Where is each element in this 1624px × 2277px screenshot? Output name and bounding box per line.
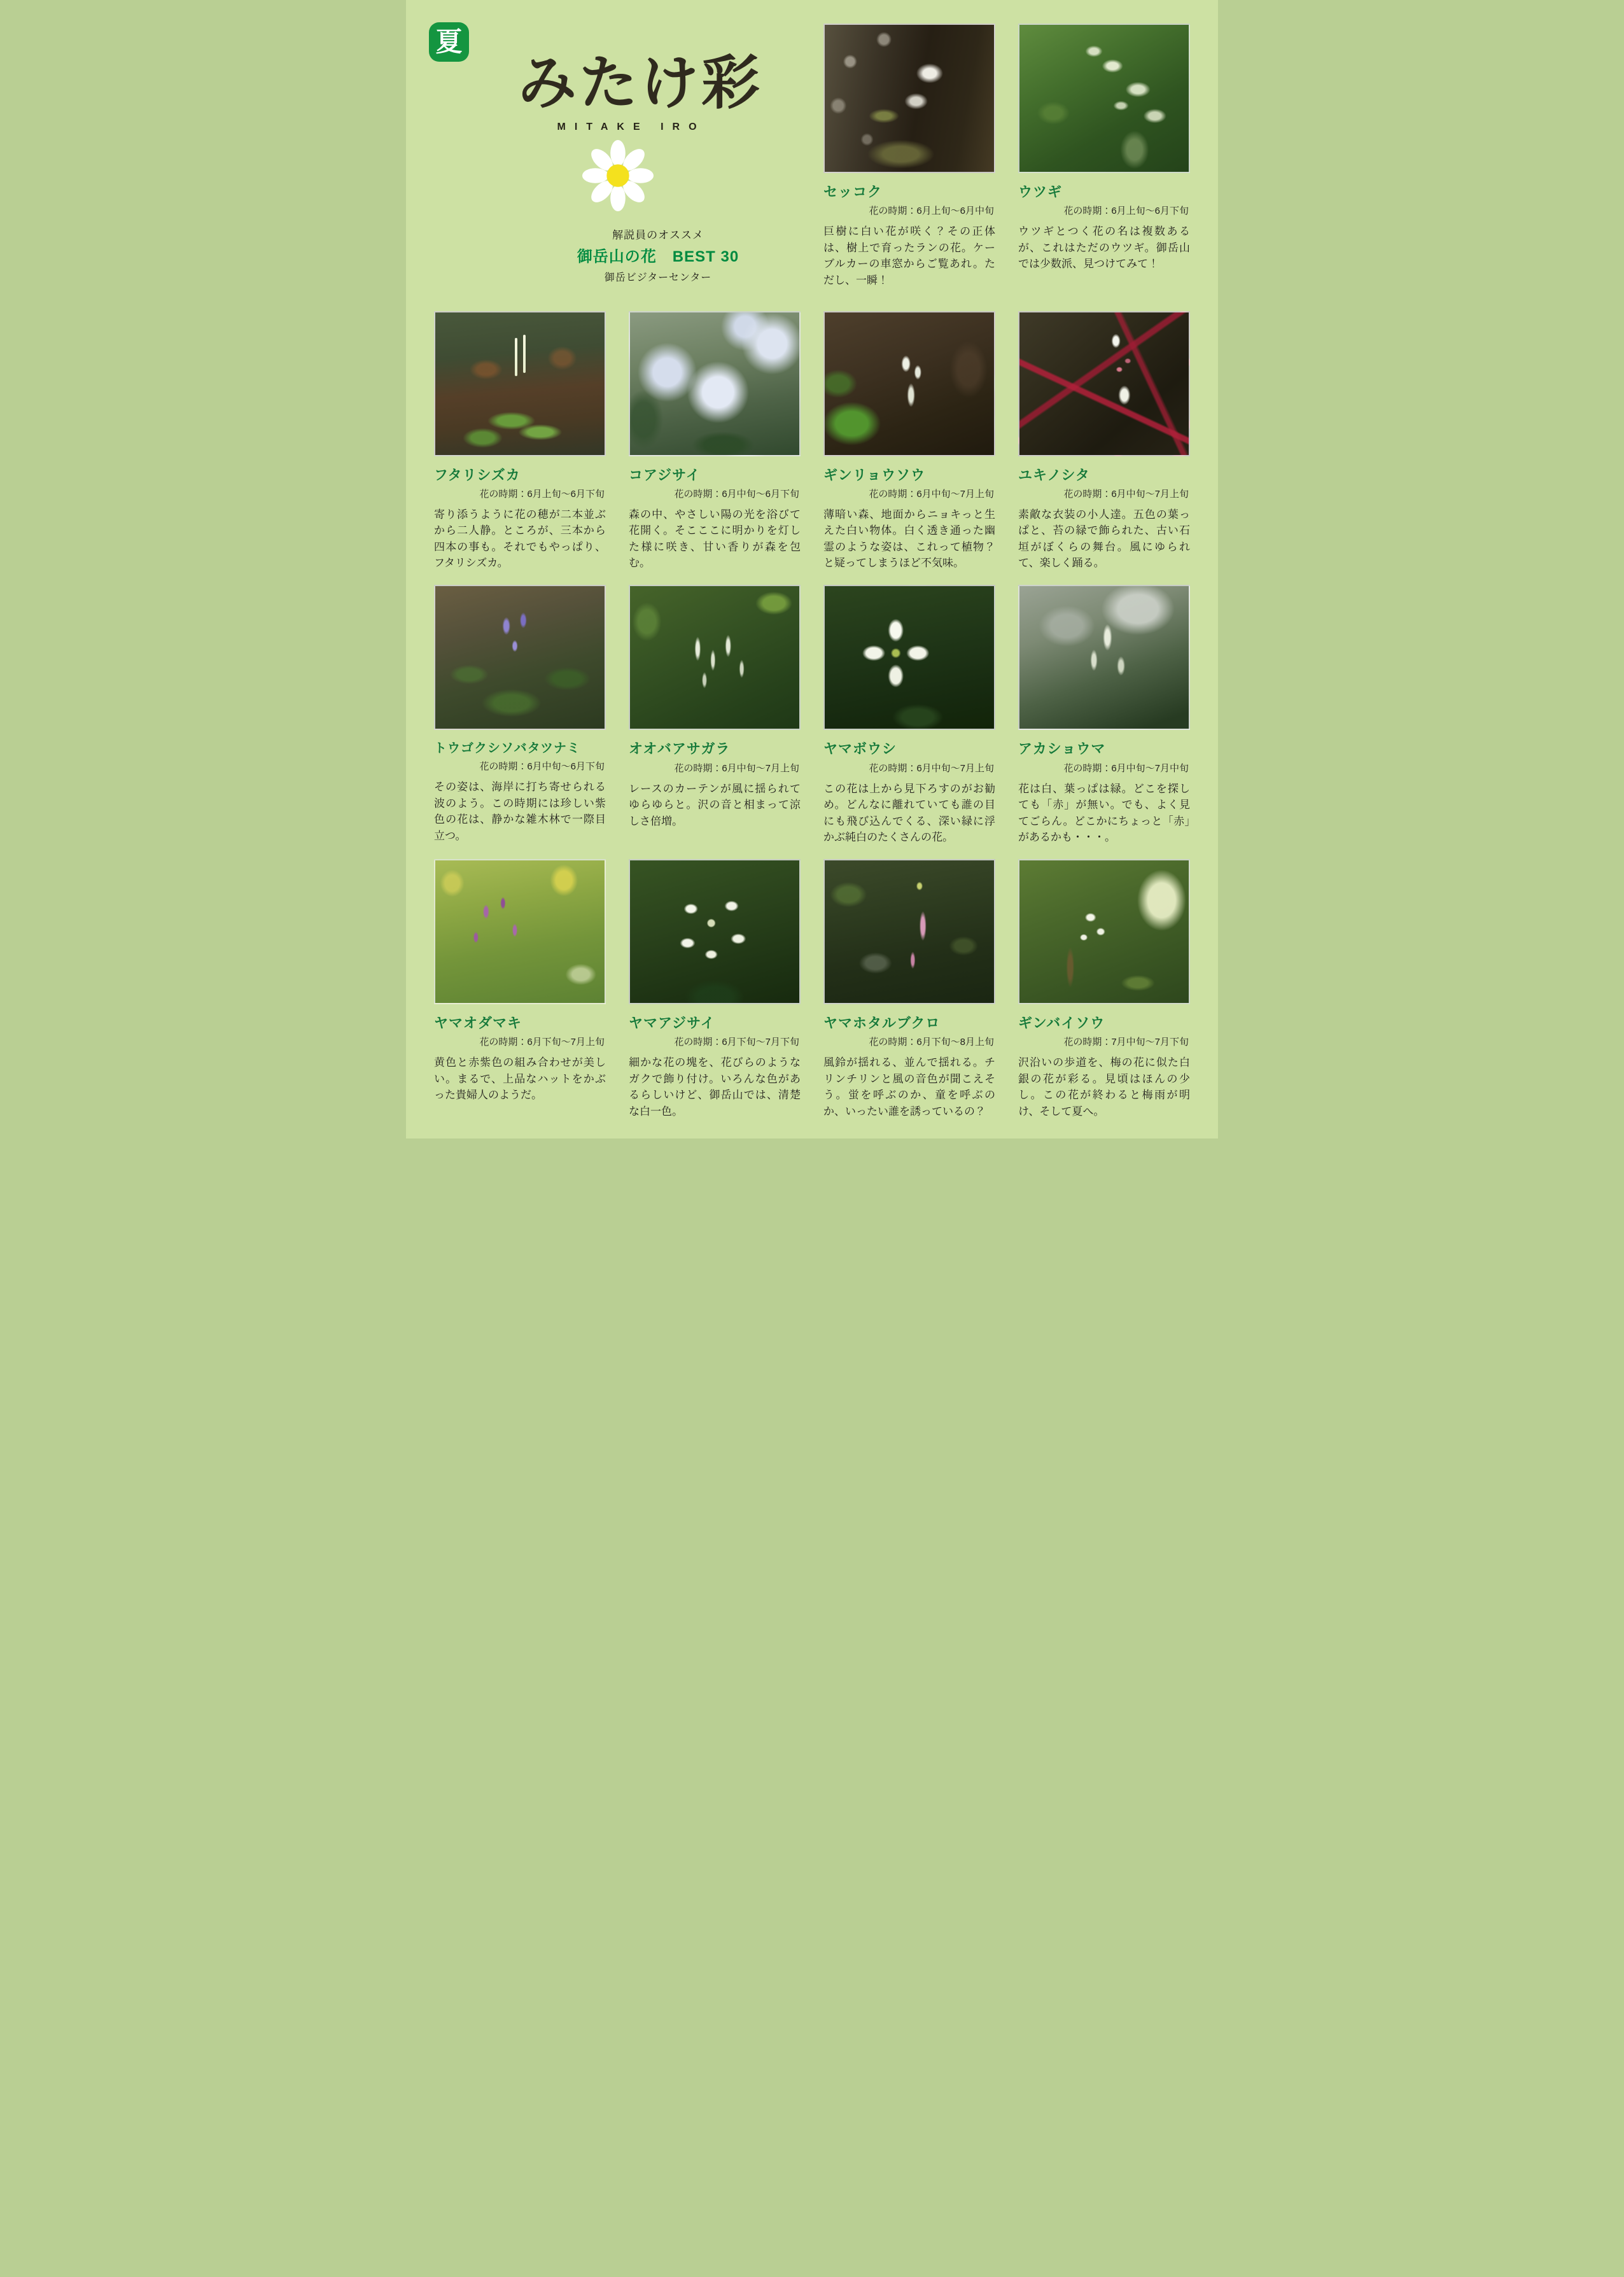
photo-yamahotarubukuro-pink-bellflower bbox=[823, 859, 995, 1004]
flower-name: ヤマホタルブクロ bbox=[823, 1015, 941, 1032]
flower-description: 素敵な衣装の小人達。五色の葉っぱと、苔の緑で飾られた、古い石垣がぼくらの舞台。風にゆられて、楽しく踊る。 bbox=[1018, 508, 1190, 570]
flower-description: 細かな花の塊を、花びらのようなガクで飾り付け。いろんな色があるらしいけど、御岳山では、清楚な白一色。 bbox=[629, 1056, 801, 1117]
bloom-period: 花の時期：6月上旬～6月中旬 bbox=[869, 206, 994, 217]
flower-description: レースのカーテンが風に揺られてゆらゆらと。沢の音と相まって涼しさ倍増。 bbox=[629, 782, 801, 827]
organization-name: 御岳ビジターセンター bbox=[604, 272, 712, 283]
bloom-period: 花の時期：6月中旬～7月中旬 bbox=[1063, 762, 1189, 774]
flower-name: アカショウマ bbox=[1018, 741, 1106, 757]
photo-yamaajisai-lacecap-hydrangea bbox=[629, 859, 801, 1004]
flower-card-yukinoshita bbox=[1018, 311, 1190, 571]
flower-description: 花は白、葉っぱは緑。どこを探しても「赤」が無い。でも、よく見てごらん。どこかにちょっと「赤」があるかも・・・。 bbox=[1018, 782, 1190, 844]
flower-name: ヤマアジサイ bbox=[629, 1015, 715, 1032]
flower-description: 黄色と赤紫色の組み合わせが美しい。まるで、上品なハットをかぶった貴婦人のようだ。 bbox=[434, 1056, 606, 1102]
flower-card-ginbaisou bbox=[1018, 859, 1190, 1119]
bloom-period: 花の時期：6月中旬～7月上旬 bbox=[869, 488, 994, 500]
photo-futarishizuka-white-spikes bbox=[434, 311, 606, 456]
bloom-period: 花の時期：6月中旬～7月上旬 bbox=[674, 762, 799, 774]
flower-description: 巨樹に白い花が咲く？その正体は、樹上で育ったランの花。ケーブルカーの車窓からご覧あれ。ただし、一瞬！ bbox=[823, 225, 995, 286]
photo-yamaodamaki-columbines-meadow bbox=[434, 859, 606, 1004]
flower-name: オオバアサガラ bbox=[629, 741, 731, 757]
logo-romanized: MITAKE IRO bbox=[557, 122, 706, 132]
flower-card-koajisai bbox=[629, 311, 801, 571]
photo-utsugi-white-flower-sprays bbox=[1018, 24, 1190, 173]
flower-card-yamaajisai bbox=[629, 859, 801, 1119]
flower-card-utsugi bbox=[1018, 24, 1190, 272]
flower-card-yamaodamaki bbox=[434, 859, 606, 1103]
bloom-period: 花の時期：6月下旬～8月上旬 bbox=[869, 1037, 994, 1048]
flower-card-yamaboushi bbox=[823, 585, 995, 845]
flower-card-yamahotarubukuro bbox=[823, 859, 995, 1119]
daisy-flower-icon bbox=[580, 138, 655, 213]
photo-yukinoshita-white-flowers-red-stems bbox=[1018, 311, 1190, 456]
masthead bbox=[434, 24, 801, 297]
flower-card-tougokushisobatatsunami bbox=[434, 585, 606, 844]
logo: みたけ彩 bbox=[517, 51, 762, 116]
flower-name: トウゴクシソバタツナミ bbox=[434, 741, 580, 756]
recommend-label: 解説員のオススメ bbox=[612, 229, 704, 241]
flower-description: ウツギとつく花の名は複数あるが、これはただのウツギ。御岳山では少数派、見つけてみて！ bbox=[1018, 225, 1190, 270]
photo-sekkoku-white-orchid-on-mossy-branch bbox=[823, 24, 995, 173]
flower-description: 寄り添うように花の穂が二本並ぶから二人静。ところが、三本から四本の事も。それでもやっぱり、フタリシズカ。 bbox=[434, 508, 606, 570]
flower-name: フタリシズカ bbox=[434, 466, 521, 483]
flower-name: ギンバイソウ bbox=[1018, 1015, 1105, 1032]
flower-name: ウツギ bbox=[1018, 184, 1063, 200]
bloom-period: 花の時期：6月下旬～7月上旬 bbox=[479, 1037, 605, 1048]
photo-ginbaisou-silver-plum-flowers bbox=[1018, 859, 1190, 1004]
flower-name: コアジサイ bbox=[629, 466, 701, 483]
photo-tougoku-purple-spikes bbox=[434, 585, 606, 730]
flower-card-akashouma bbox=[1018, 585, 1190, 845]
flower-name: ヤマオダマキ bbox=[434, 1015, 522, 1032]
flower-card-futarishizuka bbox=[434, 311, 606, 571]
photo-akashouma-white-plumes bbox=[1018, 585, 1190, 730]
bloom-period: 花の時期：6月中旬～6月下旬 bbox=[674, 488, 799, 500]
flower-description: この花は上から見下ろすのがお勧め。どんなに離れていても誰の目にも飛び込んでくる、深い緑に浮かぶ純白のたくさんの花。 bbox=[823, 782, 995, 844]
flower-description: 風鈴が揺れる、並んで揺れる。チリンチリンと風の音色が聞こえそう。蛍を呼ぶのか、童を呼ぶのか、いったい誰を誘っているの？ bbox=[823, 1056, 995, 1117]
flower-name: ユキノシタ bbox=[1018, 466, 1090, 483]
photo-oobaasagara-hanging-racemes bbox=[629, 585, 801, 730]
photo-koajisai-blue-hydrangea bbox=[629, 311, 801, 456]
bloom-period: 花の時期：6月上旬～6月下旬 bbox=[1063, 206, 1189, 217]
flower-name: ヤマボウシ bbox=[823, 741, 897, 757]
bloom-period: 花の時期：6月上旬～6月下旬 bbox=[479, 488, 605, 500]
flower-card-oobaasagara bbox=[629, 585, 801, 829]
flower-description: 沢沿いの歩道を、梅の花に似た白銀の花が彩る。見頃はほんの少し。この花が終わると梅雨が明け、そして夏へ。 bbox=[1018, 1056, 1190, 1117]
page-title: 御岳山の花 BEST 30 bbox=[577, 248, 739, 265]
photo-yamaboushi-dogwood-bloom bbox=[823, 585, 995, 730]
bloom-period: 花の時期：6月中旬～7月上旬 bbox=[869, 762, 994, 774]
flower-card-sekkoku bbox=[823, 24, 995, 288]
flower-description: 薄暗い森、地面からニョキっと生えた白い物体。白く透き通った幽霊のような姿は、これって植物？と疑ってしまうほど不気味。 bbox=[823, 508, 995, 570]
flower-name: セッコク bbox=[823, 184, 883, 200]
flower-card-ginryosou bbox=[823, 311, 995, 571]
flyer-page bbox=[406, 0, 1218, 1138]
flower-description: 森の中、やさしい陽の光を浴びて花開く。そこここに明かりを灯した様に咲き、甘い香りが森を包む。 bbox=[629, 508, 801, 570]
photo-ginryosou-ghost-plant bbox=[823, 311, 995, 456]
flower-description: その姿は、海岸に打ち寄せられる波のよう。この時期には珍しい紫色の花は、静かな雑木林で一際目立つ。 bbox=[434, 781, 606, 842]
bloom-period: 花の時期：6月中旬～6月下旬 bbox=[479, 761, 605, 773]
bloom-period: 花の時期：6月中旬～7月上旬 bbox=[1063, 488, 1189, 500]
bloom-period: 花の時期：7月中旬～7月下旬 bbox=[1063, 1037, 1189, 1048]
flower-name: ギンリョウソウ bbox=[823, 466, 926, 483]
bloom-period: 花の時期：6月下旬～7月下旬 bbox=[674, 1037, 799, 1048]
season-badge-label: 夏 bbox=[435, 27, 463, 57]
